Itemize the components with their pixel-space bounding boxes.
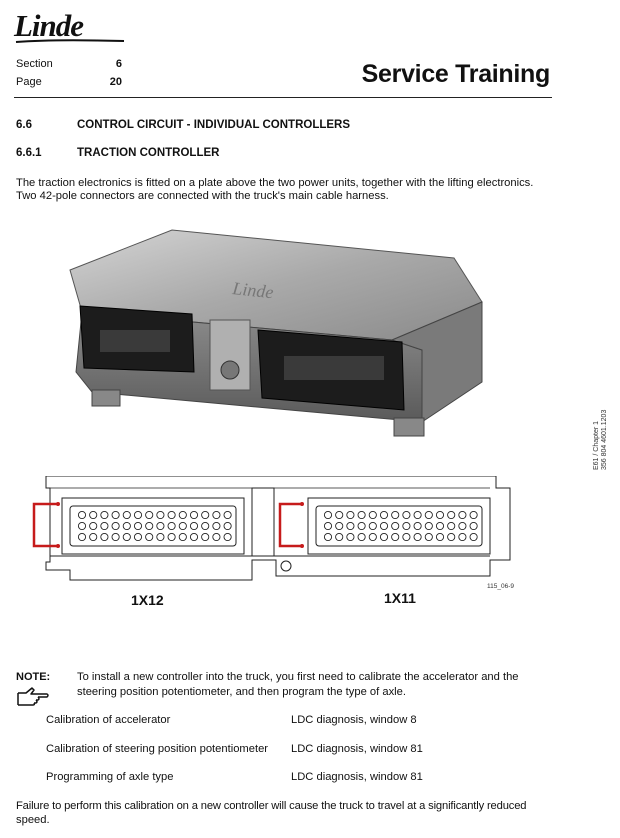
- connector-pin: [134, 522, 141, 529]
- connector-pin: [380, 522, 387, 529]
- connector-pin: [157, 522, 164, 529]
- connector-pin: [213, 533, 220, 540]
- connector-pin: [369, 511, 376, 518]
- connector-pin: [224, 522, 231, 529]
- procedure-tool-2: LDC diagnosis, window 81: [291, 743, 423, 755]
- connector-pin: [347, 511, 354, 518]
- heading-1-number: 6.6: [16, 119, 32, 131]
- connector-pin: [190, 511, 197, 518]
- warning-line-1: Failure to perform this calibration on a new controller will cause the truck to travel at a significantly reduced: [16, 800, 527, 812]
- procedure-tool-1: LDC diagnosis, window 8: [291, 714, 417, 726]
- connector-pin: [403, 522, 410, 529]
- connector-pin: [448, 511, 455, 518]
- connector-pin: [202, 522, 209, 529]
- side-note-line-2: 356 804 4601.1203: [601, 409, 608, 470]
- connector-pin: [112, 533, 119, 540]
- connector-pin: [78, 511, 85, 518]
- connector-pin: [392, 522, 399, 529]
- connector-pin: [112, 522, 119, 529]
- note-label: NOTE:: [16, 671, 51, 683]
- connector-pin: [414, 511, 421, 518]
- procedure-task-3: Programming of axle type: [46, 771, 174, 783]
- connector-pin: [123, 533, 130, 540]
- connector-pin: [78, 522, 85, 529]
- connector-pin: [324, 511, 331, 518]
- connector-pin: [213, 511, 220, 518]
- section-label: Section: [16, 58, 53, 70]
- controller-photo: [62, 222, 502, 450]
- connector-pin: [90, 511, 97, 518]
- connector-pin: [179, 522, 186, 529]
- connector-pin: [157, 511, 164, 518]
- section-value: 6: [115, 58, 122, 70]
- side-note: [593, 410, 609, 470]
- connector-pin: [146, 522, 153, 529]
- connector-pin: [224, 511, 231, 518]
- connector-pin: [202, 533, 209, 540]
- connector-pin: [414, 522, 421, 529]
- connector-pin: [78, 533, 85, 540]
- connector-pin: [336, 511, 343, 518]
- connector-pin: [146, 511, 153, 518]
- connector-pin: [157, 533, 164, 540]
- connector-label-1x12: 1X12: [131, 592, 164, 608]
- connector-pin: [213, 522, 220, 529]
- connector-pin: [190, 522, 197, 529]
- connector-pin: [90, 522, 97, 529]
- page-label: Page: [16, 76, 42, 88]
- connector-pin: [392, 533, 399, 540]
- page-value: 20: [109, 76, 122, 88]
- note-line-2: steering position potentiometer, and then program the type of axle.: [77, 686, 406, 698]
- connector-pin: [358, 522, 365, 529]
- heading-2-text: TRACTION CONTROLLER: [77, 147, 220, 159]
- connector-pin: [369, 522, 376, 529]
- connector-1x11-pins: [324, 511, 477, 540]
- connector-pin: [324, 522, 331, 529]
- connector-pin: [358, 511, 365, 518]
- intro-line-1: The traction electronics is fitted on a plate above the two power units, together with the lifting electronics.: [16, 177, 534, 189]
- svg-text:Linde: Linde: [231, 278, 275, 303]
- connector-pin: [123, 511, 130, 518]
- connector-pin: [336, 533, 343, 540]
- connector-pin: [448, 533, 455, 540]
- connector-pin: [224, 533, 231, 540]
- connector-pin: [101, 522, 108, 529]
- connector-pin: [168, 533, 175, 540]
- connector-pin: [347, 522, 354, 529]
- connector-pin: [112, 511, 119, 518]
- note-line-1: To install a new controller into the truck, you first need to calibrate the accelerator and the: [77, 671, 519, 683]
- connector-pin: [425, 533, 432, 540]
- side-note-line-1: E61 / Chapter 1: [593, 420, 600, 470]
- connector-pin: [436, 533, 443, 540]
- connector-pin: [436, 511, 443, 518]
- procedure-task-1: Calibration of accelerator: [46, 714, 171, 726]
- connector-pin: [168, 511, 175, 518]
- connector-pin: [134, 533, 141, 540]
- connector-pin: [324, 533, 331, 540]
- connector-pin: [380, 511, 387, 518]
- connector-pin: [436, 522, 443, 529]
- connector-pin: [168, 522, 175, 529]
- connector-pin: [470, 533, 477, 540]
- connector-pin: [459, 511, 466, 518]
- intro-line-2: Two 42-pole connectors are connected with the truck's main cable harness.: [16, 190, 389, 202]
- figure-reference: 115_06-9: [487, 583, 514, 590]
- connector-pin: [336, 522, 343, 529]
- connector-pin: [134, 511, 141, 518]
- connector-pin: [470, 511, 477, 518]
- connector-pin: [202, 511, 209, 518]
- connector-pin: [392, 511, 399, 518]
- connector-pin: [470, 522, 477, 529]
- connector-pin: [123, 522, 130, 529]
- connector-pin: [369, 533, 376, 540]
- connector-pin: [358, 533, 365, 540]
- warning-line-2: speed.: [16, 814, 50, 826]
- connector-pin: [425, 511, 432, 518]
- connector-pin: [101, 511, 108, 518]
- procedure-tool-3: LDC diagnosis, window 81: [291, 771, 423, 783]
- connector-pin: [101, 533, 108, 540]
- page-title: Service Training: [361, 60, 550, 88]
- connector-pin: [190, 533, 197, 540]
- logo-underline: [14, 38, 126, 44]
- connector-pin: [179, 533, 186, 540]
- connector-pin: [459, 533, 466, 540]
- connector-pin: [414, 533, 421, 540]
- connector-pin: [380, 533, 387, 540]
- connector-pin: [146, 533, 153, 540]
- connector-label-1x11: 1X11: [384, 590, 416, 606]
- connector-pin: [459, 522, 466, 529]
- header-divider: [14, 97, 552, 98]
- connector-pin: [425, 522, 432, 529]
- connector-pin: [403, 511, 410, 518]
- connector-pin: [90, 533, 97, 540]
- connector-pin: [403, 533, 410, 540]
- connector-pin: [448, 522, 455, 529]
- pointing-hand-icon: [16, 685, 50, 707]
- heading-2-number: 6.6.1: [16, 147, 42, 159]
- connector-pin: [347, 533, 354, 540]
- connector-diagram: [20, 476, 520, 594]
- linde-logo: Linde: [14, 8, 84, 43]
- procedure-task-2: Calibration of steering position potentiometer: [46, 743, 269, 755]
- connector-pin: [179, 511, 186, 518]
- connector-1x12-pins: [78, 511, 231, 540]
- heading-1-text: CONTROL CIRCUIT - INDIVIDUAL CONTROLLERS: [77, 119, 351, 131]
